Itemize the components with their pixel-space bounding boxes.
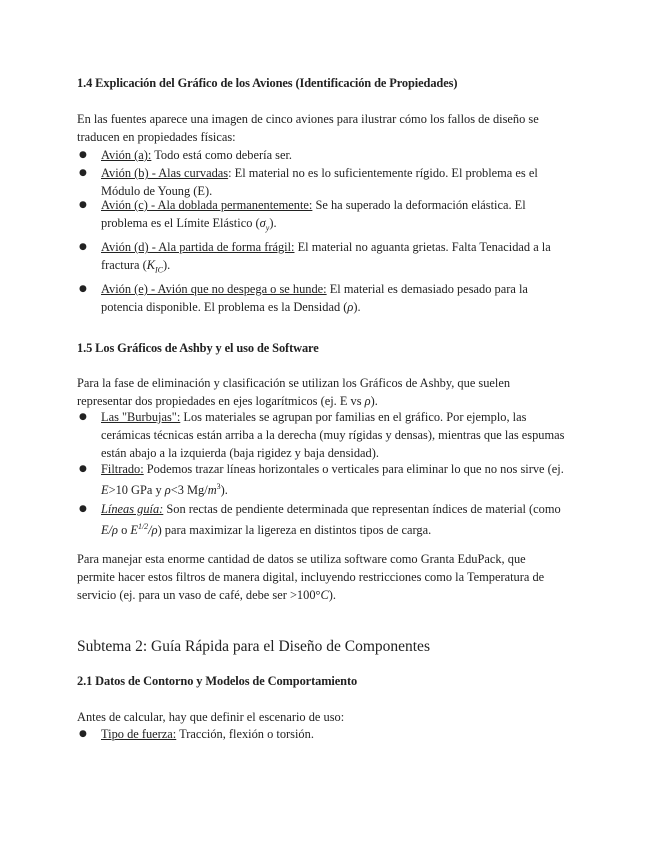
list-item: ● Avión (a): Todo está como debería ser. [101,146,569,164]
list-item: ● Tipo de fuerza: Tracción, flexión o torsión. [101,725,569,743]
list-item: ● Las "Burbujas": Los materiales se agrupan por familias en el gráfico. Por ejemplo, las cerámicas técnicas están arriba a la derecha (muy rígidas y densas), mientras que las espumas están abajo a la izquierda (baja rigidez y baja densidad). [101,408,569,462]
section-1-5-intro: Para la fase de eliminación y clasificación se utilizan los Gráficos de Ashby, que suelen representar dos propiedades en ejes logarítmicos (ej. E vs ρ). [77,376,511,408]
list-item: ● Avión (d) - Ala partida de forma frágil: El material no aguanta grietas. Falta Tenacidad a la fractura $(K_{IC})$. [101,238,569,279]
list-item: ● Líneas guía: Son rectas de pendiente determinada que representan índices de material (como E/ρ o $E^{1/2}/\rho$) para maximizar la ligereza en distintos tipos de carga. [101,500,569,539]
section-2-1-heading: 2.1 Datos de Contorno y Modelos de Comportamiento [77,674,358,688]
section-1-5-heading: 1.5 Los Gráficos de Ashby y el uso de Software [77,341,319,355]
list-item: ● Avión (e) - Avión que no despega o se hunde: El material es demasiado pesado para la potencia disponible. El problema es la Densidad (ρ). [101,280,569,316]
list-item: ● Avión (c) - Ala doblada permanentemente: Se ha superado la deformación elástica. El problema es el Límite Elástico $(\sigma_y)$. [101,196,569,237]
section-1-4-intro: En las fuentes aparece una imagen de cinco aviones para ilustrar cómo los fallos de diseño se traducen en propiedades físicas: [77,112,539,144]
list-item: ● Filtrado: Podemos trazar líneas horizontales o verticales para eliminar lo que no nos sirve (ej. E>10 GPa y ρ<3 $Mg/m^3$). [101,460,569,499]
section-2-1-intro: Antes de calcular, hay que definir el escenario de uso: [77,710,345,724]
section-1-5-outro: Para manejar esta enorme cantidad de datos se utiliza software como Granta EduPack, que permite hacer estos filtros de manera digital, incluyendo restricciones como la Temperatura de servicio (ej. para un vaso de café, debe ser >100°C). [77,552,545,602]
subtema-2-heading: Subtema 2: Guía Rápida para el Diseño de Componentes [77,638,430,655]
section-1-4-heading: 1.4 Explicación del Gráfico de los Aviones (Identificación de Propiedades) [77,76,458,90]
list-item: ● Avión (b) - Alas curvadas: El material no es lo suficientemente rígido. El problema es el Módulo de Young (E). [101,164,569,200]
